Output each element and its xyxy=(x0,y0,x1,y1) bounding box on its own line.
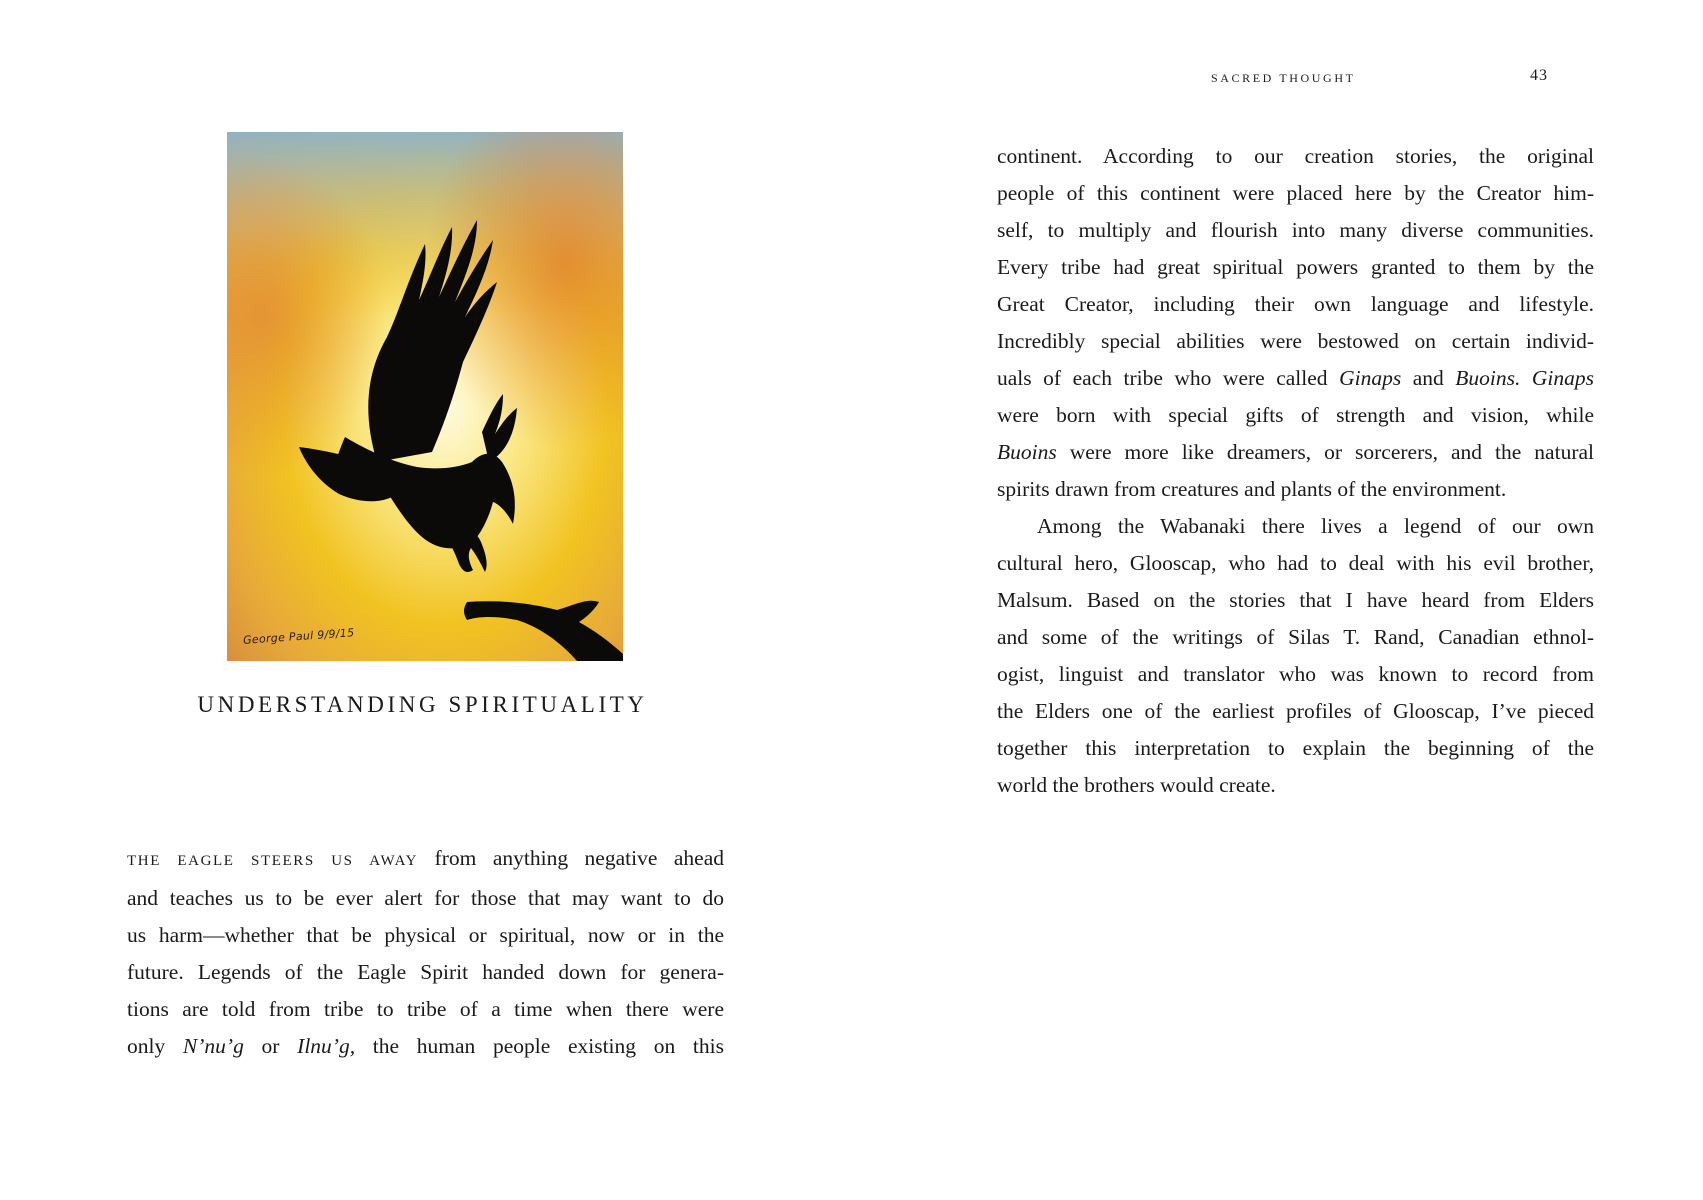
page-number: 43 xyxy=(1530,67,1548,84)
text-line: people of this continent were placed here by the Creator him- xyxy=(997,181,1594,205)
text-line: the Elders one of the earliest profiles of Glooscap, I’ve pieced xyxy=(997,699,1594,723)
text-line: and some of the writings of Silas T. Rand, Canadian ethnol- xyxy=(997,625,1594,649)
text-line: Great Creator, including their own language and lifestyle. xyxy=(997,292,1594,316)
left-page-body xyxy=(127,840,724,1065)
text-line: were born with special gifts of strength and vision, while xyxy=(997,403,1594,427)
text-line: Malsum. Based on the stories that I have heard from Elders xyxy=(997,588,1594,612)
text-line: Among the Wabanaki there lives a legend of our own xyxy=(1037,514,1594,538)
text-line: us harm—whether that be physical or spiritual, now or in the xyxy=(127,923,724,947)
eagle-silhouette-icon xyxy=(227,132,623,661)
text-line: uals of each tribe who were called Ginaps and Buoins. Ginaps xyxy=(997,366,1594,390)
text-line: future. Legends of the Eagle Spirit handed down for genera- xyxy=(127,960,724,984)
text-line: THE EAGLE STEERS US AWAY from anything negative ahead xyxy=(127,846,724,870)
text-line: and teaches us to be ever alert for those that may want to do xyxy=(127,886,724,910)
text-line: together this interpretation to explain the beginning of the xyxy=(997,736,1594,760)
paragraph xyxy=(997,508,1594,804)
italic-term: Ginaps xyxy=(1339,366,1402,390)
text-line: Buoins were more like dreamers, or sorcerers, and the natural xyxy=(997,440,1594,464)
right-page-body xyxy=(997,138,1594,804)
text-line: tions are told from tribe to tribe of a time when there were xyxy=(127,997,724,1021)
paragraph xyxy=(997,138,1594,508)
artist-signature: George Paul 9/9/15 xyxy=(242,626,355,647)
text-line: spirits drawn from creatures and plants of the environment. xyxy=(997,477,1507,501)
text-line: ogist, linguist and translator who was known to record from xyxy=(997,662,1594,686)
text-line: continent. According to our creation stories, the original xyxy=(997,144,1594,168)
lead-in-smallcaps: THE EAGLE STEERS US AWAY xyxy=(127,853,419,869)
text-line: Every tribe had great spiritual powers granted to them by the xyxy=(997,255,1594,279)
eagle-painting xyxy=(227,132,623,661)
text-line: cultural hero, Glooscap, who had to deal with his evil brother, xyxy=(997,551,1594,575)
italic-term: Buoins xyxy=(997,440,1057,464)
italic-term: Ilnu’g, xyxy=(297,1034,356,1058)
running-head: SACRED THOUGHT xyxy=(1211,71,1356,85)
italic-term: Buoins. Ginaps xyxy=(1455,366,1594,390)
text-line: only N’nu’g or Ilnu’g, the human people existing on this xyxy=(127,1034,724,1058)
text-line: Incredibly special abilities were bestowed on certain individ- xyxy=(997,329,1594,353)
section-title: UNDERSTANDING SPIRITUALITY xyxy=(197,692,648,717)
text-line: self, to multiply and flourish into many diverse communities. xyxy=(997,218,1594,242)
text-line: world the brothers would create. xyxy=(997,773,1276,797)
italic-term: N’nu’g xyxy=(182,1034,244,1058)
